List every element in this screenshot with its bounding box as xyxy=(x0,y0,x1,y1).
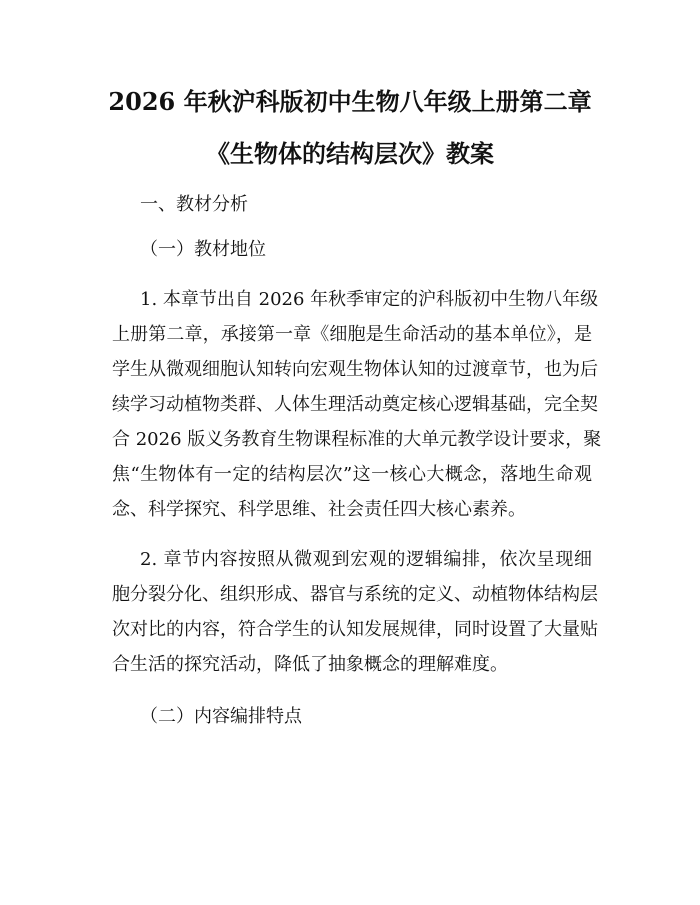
paragraph-1-line: 焦“生物体有一定的结构层次”这一核心大概念，落地生命观 xyxy=(112,464,592,485)
subsection-heading-textbook-position: （一）教材地位 xyxy=(140,239,266,260)
paragraph-2-line: 胞分裂分化、组织形成、器官与系统的定义、动植物体结构层 xyxy=(112,584,598,605)
paragraph-2-line: 合生活的探究活动，降低了抽象概念的理解难度。 xyxy=(112,654,508,675)
paragraph-1-line: 1. 本章节出自 2026 年秋季审定的沪科版初中生物八年级 xyxy=(140,289,599,310)
paragraph-2-line: 2. 章节内容按照从微观到宏观的逻辑编排，依次呈现细 xyxy=(140,549,592,570)
subsection-heading-content-arrangement: （二）内容编排特点 xyxy=(140,706,302,727)
paragraph-1-line: 续学习动植物类群、人体生理活动奠定核心逻辑基础，完全契 xyxy=(112,394,598,415)
paragraph-1-line: 念、科学探究、科学思维、社会责任四大核心素养。 xyxy=(112,499,526,520)
document-title-line-1: 2026 年秋沪科版初中生物八年级上册第二章 xyxy=(108,87,592,116)
paragraph-2-line: 次对比的内容，符合学生的认知发展规律，同时设置了大量贴 xyxy=(112,619,598,640)
paragraph-1-line: 学生从微观细胞认知转向宏观生物体认知的过渡章节，也为后 xyxy=(112,359,598,380)
section-heading-textbook-analysis: 一、教材分析 xyxy=(140,194,248,215)
paragraph-1-line: 上册第二章，承接第一章《细胞是生命活动的基本单位》，是 xyxy=(112,324,592,345)
document-title-line-2: 《生物体的结构层次》教案 xyxy=(206,139,494,168)
paragraph-1-line: 合 2026 版义务教育生物课程标准的大单元教学设计要求，聚 xyxy=(112,429,602,450)
